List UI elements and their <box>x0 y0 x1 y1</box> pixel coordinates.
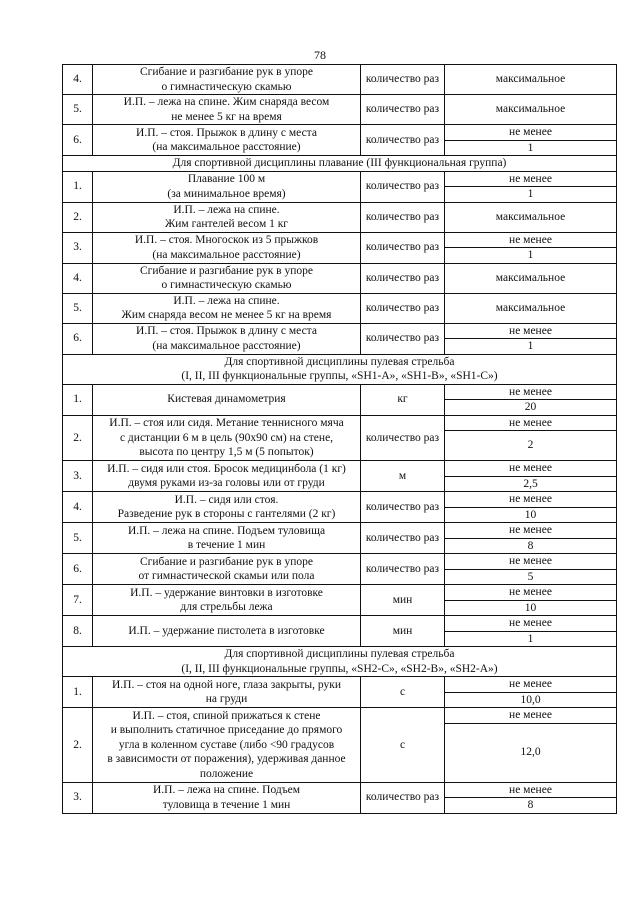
norm-label: не менее <box>445 171 617 187</box>
row-number: 7. <box>63 585 93 616</box>
norm-label: не менее <box>445 232 617 248</box>
row-number: 3. <box>63 782 93 813</box>
norm-value: 12,0 <box>445 723 617 782</box>
row-number: 6. <box>63 125 93 156</box>
unit-cell: количество раз <box>361 492 445 523</box>
unit-cell: количество раз <box>361 65 445 95</box>
exercise-cell: И.П. – стоя, спиной прижаться к стене и выполнить статичное приседание до прямого угла в коленном суставе (либо <90 градусов в зависимости от поражения), удерживая данное положение <box>93 708 361 783</box>
row-number: 3. <box>63 232 93 263</box>
norm-value: максимальное <box>445 293 617 323</box>
unit-cell: мин <box>361 616 445 647</box>
row-number: 2. <box>63 708 93 783</box>
norm-label: не менее <box>445 585 617 601</box>
row-number: 1. <box>63 677 93 708</box>
exercise-cell: И.П. – удержание пистолета в изготовке <box>93 616 361 647</box>
norm-value: 1 <box>445 248 617 264</box>
row-number: 4. <box>63 492 93 523</box>
unit-cell: количество раз <box>361 202 445 232</box>
unit-cell: кг <box>361 384 445 415</box>
exercise-cell: И.П. – стоя. Многоскок из 5 прыжков (на максимальное расстояние) <box>93 232 361 263</box>
norm-label: не менее <box>445 323 617 339</box>
norm-label: не менее <box>445 125 617 141</box>
norm-value: 20 <box>445 400 617 416</box>
unit-cell: с <box>361 708 445 783</box>
unit-cell: количество раз <box>361 293 445 323</box>
exercise-cell: Сгибание и разгибание рук в упоре о гимнастическую скамью <box>93 263 361 293</box>
row-number: 5. <box>63 95 93 125</box>
norm-value: 1 <box>445 339 617 355</box>
row-number: 2. <box>63 202 93 232</box>
unit-cell: количество раз <box>361 125 445 156</box>
unit-cell: м <box>361 461 445 492</box>
exercise-cell: И.П. – удержание винтовки в изготовке для стрельбы лежа <box>93 585 361 616</box>
norm-label: не менее <box>445 415 617 431</box>
norm-label: не менее <box>445 616 617 632</box>
row-number: 1. <box>63 384 93 415</box>
exercise-cell: И.П. – лежа на спине. Жим снаряда весом не менее 5 кг на время <box>93 95 361 125</box>
norm-value: 10 <box>445 507 617 523</box>
section-header-sh1: Для спортивной дисциплины пулевая стрельба (I, II, III функциональные группы, «SH1-A», «SH1-B», «SH1-C») <box>63 354 617 384</box>
row-number: 4. <box>63 65 93 95</box>
norm-value: 8 <box>445 538 617 554</box>
norm-label: не менее <box>445 708 617 724</box>
unit-cell: количество раз <box>361 232 445 263</box>
row-number: 3. <box>63 461 93 492</box>
exercise-cell: Плавание 100 м (за минимальное время) <box>93 171 361 202</box>
exercise-cell: Кистевая динамометрия <box>93 384 361 415</box>
section-header-sh2: Для спортивной дисциплины пулевая стрельба (I, II, III функциональные группы, «SH2-C», «SH2-B», «SH2-A») <box>63 647 617 677</box>
norm-value: максимальное <box>445 95 617 125</box>
exercise-cell: И.П. – сидя или стоя. Бросок медицинбола (1 кг) двумя руками из-за головы или от груди <box>93 461 361 492</box>
norm-value: 2 <box>445 431 617 461</box>
exercise-cell: Сгибание и разгибание рук в упоре о гимнастическую скамью <box>93 65 361 95</box>
unit-cell: количество раз <box>361 263 445 293</box>
standards-table <box>62 64 617 814</box>
exercise-cell: И.П. – лежа на спине. Подъем туловища в течение 1 мин <box>93 782 361 813</box>
norm-value: максимальное <box>445 65 617 95</box>
exercise-cell: И.П. – стоя. Прыжок в длину с места (на максимальное расстояние) <box>93 125 361 156</box>
page-number: 78 <box>314 48 326 62</box>
unit-cell: количество раз <box>361 523 445 554</box>
exercise-cell: И.П. – лежа на спине. Жим гантелей весом 1 кг <box>93 202 361 232</box>
norm-value: 10,0 <box>445 692 617 708</box>
exercise-cell: И.П. – лежа на спине. Подъем туловища в течение 1 мин <box>93 523 361 554</box>
row-number: 2. <box>63 415 93 461</box>
row-number: 8. <box>63 616 93 647</box>
norm-value: 1 <box>445 187 617 203</box>
norm-value: максимальное <box>445 202 617 232</box>
unit-cell: мин <box>361 585 445 616</box>
norm-label: не менее <box>445 782 617 798</box>
unit-cell: количество раз <box>361 323 445 354</box>
norm-value: 2,5 <box>445 476 617 492</box>
row-number: 6. <box>63 323 93 354</box>
row-number: 4. <box>63 263 93 293</box>
norm-value: максимальное <box>445 263 617 293</box>
exercise-cell: И.П. – стоя на одной ноге, глаза закрыты, руки на груди <box>93 677 361 708</box>
exercise-cell: И.П. – стоя или сидя. Метание теннисного мяча с дистанции 6 м в цель (90х90 см) на стене, высота по центру 1,5 м (5 попыток) <box>93 415 361 461</box>
row-number: 5. <box>63 293 93 323</box>
unit-cell: количество раз <box>361 415 445 461</box>
row-number: 1. <box>63 171 93 202</box>
norm-label: не менее <box>445 461 617 477</box>
norm-value: 1 <box>445 631 617 647</box>
row-number: 5. <box>63 523 93 554</box>
row-number: 6. <box>63 554 93 585</box>
norm-value: 5 <box>445 569 617 585</box>
norm-label: не менее <box>445 677 617 693</box>
unit-cell: количество раз <box>361 171 445 202</box>
norm-label: не менее <box>445 523 617 539</box>
norm-value: 10 <box>445 600 617 616</box>
norm-value: 1 <box>445 140 617 156</box>
exercise-cell: И.П. – сидя или стоя. Разведение рук в стороны с гантелями (2 кг) <box>93 492 361 523</box>
unit-cell: количество раз <box>361 782 445 813</box>
norm-label: не менее <box>445 492 617 508</box>
exercise-cell: И.П. – лежа на спине. Жим снаряда весом не менее 5 кг на время <box>93 293 361 323</box>
unit-cell: количество раз <box>361 95 445 125</box>
norm-value: 8 <box>445 798 617 814</box>
exercise-cell: Сгибание и разгибание рук в упоре от гимнастической скамьи или пола <box>93 554 361 585</box>
section-header-swimming: Для спортивной дисциплины плавание (III функциональная группа) <box>63 156 617 172</box>
unit-cell: количество раз <box>361 554 445 585</box>
exercise-cell: И.П. – стоя. Прыжок в длину с места (на максимальное расстояние) <box>93 323 361 354</box>
norm-label: не менее <box>445 384 617 400</box>
unit-cell: с <box>361 677 445 708</box>
norm-label: не менее <box>445 554 617 570</box>
